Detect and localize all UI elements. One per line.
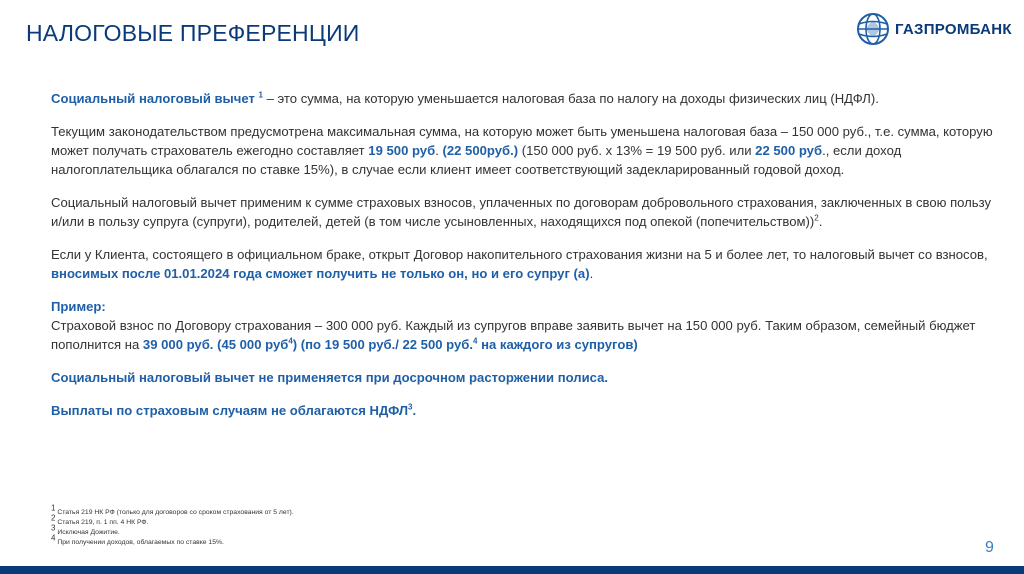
highlight-text: Социальный налоговый вычет не применяется при досрочном расторжении полиса. (51, 370, 609, 385)
footnote-text: При получении доходов, облагаемых по ставке 15%. (55, 539, 224, 546)
paragraph-spouse (51, 245, 1001, 283)
paragraph-max-sum (51, 122, 1001, 179)
footnote-ref: 3 (408, 402, 413, 412)
text: . (589, 266, 594, 281)
text: ., если доход налогоплательщика облагался по ставке 15%), в случае если клиент имеет соответствующий задекларированный годовой доход. (51, 143, 902, 177)
highlight-amount: 22 500 руб (755, 143, 823, 158)
highlight-amount: 39 000 руб. (45 000 руб (142, 337, 289, 352)
text: Текущим законодательством предусмотрена максимальная сумма, на которую может быть уменьшена налоговая база – 150 000 руб., т.е. сумма, которую может получать страхователь ежегодно составляет (51, 124, 993, 158)
footnote-number: 3 (51, 523, 56, 533)
gazprombank-globe-icon (857, 13, 889, 45)
term-social-deduction: Социальный налоговый вычет (51, 91, 255, 106)
text: Социальный налоговый вычет применим к сумме страховых взносов, уплаченных по договорам добровольного страхования, заключенных в свою пользу и/или в пользу супруга (супруги), родителей, детей (в том числе усыновленных, находящихся под опекой (попечительством)) (51, 195, 992, 229)
footnote-item (51, 523, 294, 538)
text: . (435, 143, 443, 158)
footnote-ref: 4 (473, 336, 478, 346)
paragraph-example (51, 297, 1001, 354)
page-number: 9 (985, 539, 994, 556)
highlight-text: вносимых после 01.01.2024 года сможет получить не только он, но и его супруг (а) (51, 266, 590, 281)
text: Страховой взнос по Договору страхования – 300 000 руб. Каждый из супругов вправе заявить вычет на 150 000 руб. Таким образом, семейный бюджет пополнится на (51, 318, 976, 352)
text: . (818, 214, 823, 229)
bottom-bar (0, 566, 1024, 574)
paragraph-early-termination (51, 368, 1001, 387)
text: – это сумма, на которую уменьшается налоговая база по налогу на доходы физических лиц (НДФЛ). (262, 91, 879, 106)
highlight-text: Выплаты по страховым случаям не облагаются НДФЛ (51, 403, 409, 418)
footnote-number: 2 (51, 513, 56, 523)
footnote-number: 1 (51, 503, 56, 513)
footnotes (51, 503, 294, 548)
footnote-item (51, 533, 294, 548)
logo-text: ГАЗПРОМБАНК (895, 20, 1012, 38)
footnote-text: Статья 219, п. 1 пп. 4 НК РФ. (55, 519, 149, 526)
footnote-number: 4 (51, 533, 56, 543)
footnote-ref: 2 (814, 213, 819, 223)
paragraph-applicability (51, 193, 1001, 231)
footnote-item (51, 513, 294, 528)
footnote-ref: 1 (258, 90, 263, 100)
highlight-amount: ) (по 19 500 руб./ 22 500 руб. (292, 337, 473, 352)
paragraph-payouts (51, 401, 1001, 420)
text: (150 000 руб. х 13% = 19 500 руб. или (518, 143, 756, 158)
example-heading: Пример: (51, 299, 106, 314)
footnote-text: Статья 219 НК РФ (только для договоров со сроком страхования от 5 лет). (55, 509, 294, 516)
footnote-text: Исключая Дожитие. (55, 529, 120, 536)
footnote-ref: 4 (288, 336, 293, 346)
text: Если у Клиента, состоящего в официальном браке, открыт Договор накопительного страхования жизни на 5 и более лет, то налоговый вычет со взносов, (51, 247, 988, 262)
slide-content (51, 89, 1001, 434)
gazprombank-logo (857, 11, 1012, 47)
highlight-amount: на каждого из супругов) (477, 337, 638, 352)
highlight-text: . (412, 403, 417, 418)
footnote-item (51, 503, 294, 518)
slide-title: НАЛОГОВЫЕ ПРЕФЕРЕНЦИИ (26, 20, 360, 46)
highlight-amount: (22 500руб.) (442, 143, 519, 158)
paragraph-definition (51, 89, 1001, 108)
highlight-amount: 19 500 руб (368, 143, 436, 158)
